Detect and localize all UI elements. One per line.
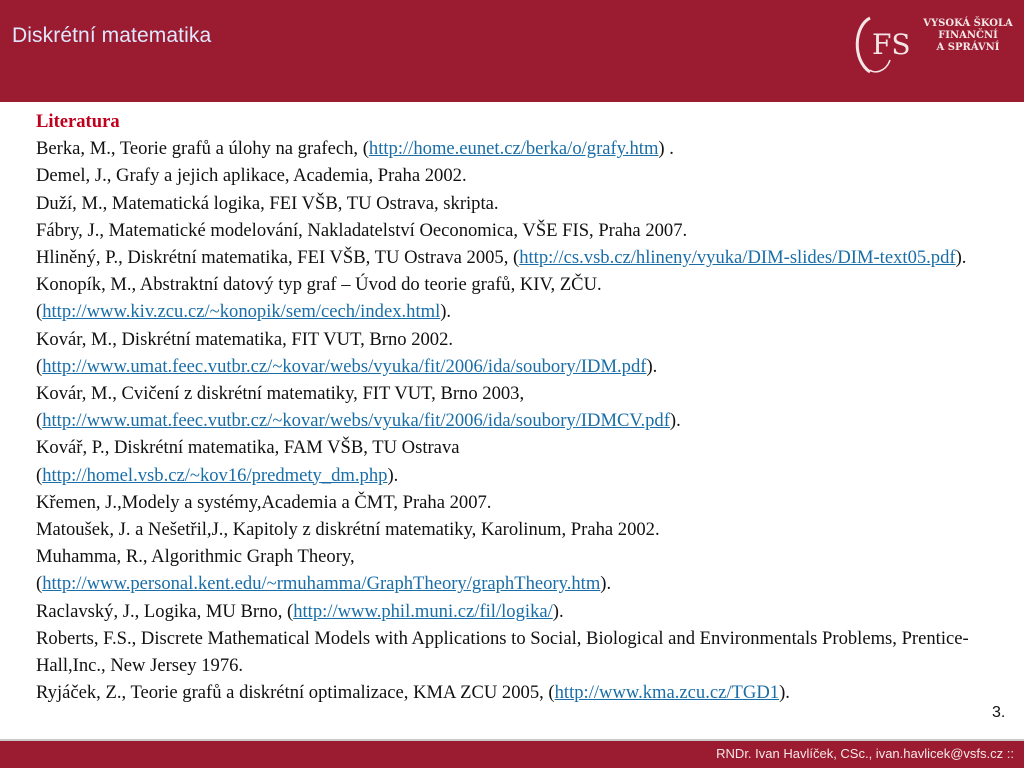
reference-text: Demel, J., Grafy a jejich aplikace, Academia, Praha 2002. [36,165,467,187]
reference-text: ( [36,464,43,486]
reference-item [36,625,1011,679]
reference-item [36,570,1011,597]
fs-monogram-icon [850,14,918,76]
reference-text: ). [600,573,612,595]
reference-link[interactable]: http://www.umat.feec.vutbr.cz/~kovar/webs/vyuka/fit/2006/ida/soubory/IDMCV.pdf [42,410,670,432]
logo-text [920,18,1016,54]
reference-item [36,516,1011,543]
reference-item [36,190,1011,217]
footer-author: RNDr. Ivan Havlíček, CSc., ivan.havlicek@vsfs.cz :: [716,746,1014,761]
slide-title: Diskrétní matematika [12,24,212,47]
reference-item [36,135,1011,162]
logo-line: VYSOKÁ ŠKOLA [923,18,1013,29]
reference-text: ). [387,464,399,486]
reference-text: ( [36,301,43,323]
reference-link[interactable]: http://homel.vsb.cz/~kov16/predmety_dm.php [42,464,388,486]
reference-item [36,244,1011,271]
reference-text: Fábry, J., Matematické modelování, Nakladatelství Oeconomica, VŠE FIS, Praha 2007. [36,219,688,241]
page-number: 3. [992,704,1006,721]
reference-text: ). [779,682,790,704]
reference-item [36,353,1011,380]
reference-item [36,217,1011,244]
reference-item [36,380,1011,407]
reference-item [36,271,1011,298]
reference-item [36,407,1011,434]
reference-text: Kovár, M., Cvičení z diskrétní matematiky, FIT VUT, Brno 2003, [36,383,525,405]
reference-item [36,162,1011,189]
reference-text: ). [646,355,658,377]
reference-item [36,462,1011,489]
reference-text: Křemen, J.,Modely a systémy,Academia a ČMT, Praha 2007. [36,491,492,513]
reference-text: Ryjáček, Z., Teorie grafů a diskrétní optimalizace, KMA ZCU 2005, ( [36,682,555,704]
reference-item [36,434,1011,461]
reference-text: ). [669,410,681,432]
reference-link[interactable]: http://www.personal.kent.edu/~rmuhamma/GraphTheory/graphTheory.htm [42,573,601,595]
logo-line: FINANČNÍ [938,30,998,41]
school-logo [850,14,1018,76]
reference-text: ) . [658,138,674,160]
reference-text: ( [36,355,43,377]
reference-link[interactable]: http://www.kiv.zcu.cz/~konopik/sem/cech/index.html [42,301,441,323]
reference-link[interactable]: http://www.phil.muni.cz/fil/logika/ [293,600,553,622]
reference-text: Konopík, M., Abstraktní datový typ graf – Úvod do teorie grafů, KIV, ZČU. [36,274,602,296]
reference-item [36,298,1011,325]
footer-bar [0,739,1024,768]
reference-item [36,598,1011,625]
section-heading: Literatura [36,111,120,132]
reference-link[interactable]: http://home.eunet.cz/berka/o/grafy.htm [368,138,659,160]
reference-item [36,326,1011,353]
reference-text: ( [36,410,43,432]
literature-section [36,108,1011,706]
reference-text: Raclavský, J., Logika, MU Brno, ( [36,600,294,622]
reference-text: ). [552,600,564,622]
reference-item [36,679,1011,706]
reference-text: Muhamma, R., Algorithmic Graph Theory, [36,546,355,568]
reference-link[interactable]: http://cs.vsb.cz/hlineny/vyuka/DIM-slides/DIM-text05.pdf [519,247,956,269]
reference-link[interactable]: http://www.kma.zcu.cz/TGD1 [554,682,780,704]
reference-text: ). [440,301,452,323]
reference-text: Kovář, P., Diskrétní matematika, FAM VŠB, TU Ostrava [36,437,460,459]
reference-text: Duží, M., Matematická logika, FEI VŠB, TU Ostrava, skripta. [36,192,499,214]
logo-line: A SPRÁVNÍ [936,42,1000,53]
reference-text: ( [36,573,43,595]
logo-monogram: FS [872,28,911,61]
reference-text: Berka, M., Teorie grafů a úlohy na grafech, ( [36,138,369,160]
reference-text: Kovár, M., Diskrétní matematika, FIT VUT, Brno 2002. [36,328,454,350]
reference-text: Hliněný, P., Diskrétní matematika, FEI VŠB, TU Ostrava 2005, ( [36,247,520,269]
header-bar [0,0,1024,102]
reference-text: ). [955,247,967,269]
reference-text: Matoušek, J. a Nešetřil,J., Kapitoly z diskrétní matematiky, Karolinum, Praha 2002. [36,519,660,541]
reference-text: Roberts, F.S., Discrete Mathematical Models with Applications to Social, Biological and Environmentals Problems, Prentice-Hall,Inc., New Jersey 1976. [36,627,969,677]
reference-item [36,489,1011,516]
reference-item [36,543,1011,570]
reference-link[interactable]: http://www.umat.feec.vutbr.cz/~kovar/webs/vyuka/fit/2006/ida/soubory/IDM.pdf [42,355,647,377]
